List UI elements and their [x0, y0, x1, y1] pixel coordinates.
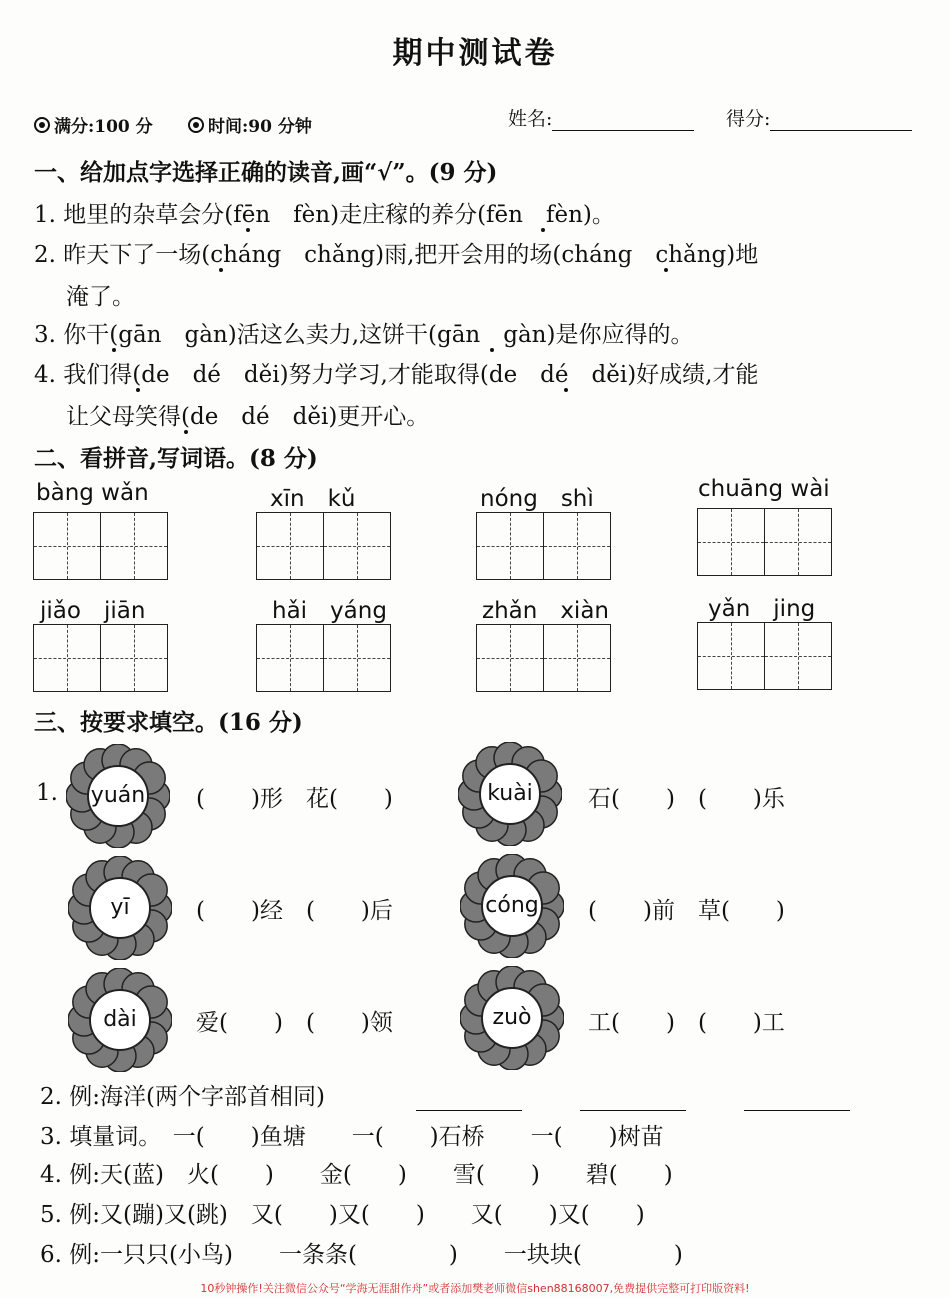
writing-grid[interactable] [33, 624, 168, 692]
grid-cell[interactable] [34, 513, 100, 579]
flower-pinyin: cóng [485, 893, 539, 918]
s1-line-2: 2. 昨天下了一场(cháng chǎng)雨,把开会用的场(cháng chǎng)地 [34, 242, 759, 268]
full-score-text: 满分:100 分 [54, 117, 153, 137]
emphasis-dot [490, 348, 494, 352]
bullet-icon [188, 117, 204, 133]
emphasis-dot [219, 268, 223, 272]
writing-grid[interactable] [476, 512, 611, 580]
grid-cell[interactable] [257, 513, 323, 579]
flower-pinyin: kuài [487, 781, 533, 806]
grid-cell[interactable] [100, 513, 167, 579]
name-label: 姓名: [508, 108, 553, 130]
grid-cell[interactable] [257, 625, 323, 691]
q1-number: 1. [36, 780, 58, 806]
flower-fill[interactable]: ( )形 花( ) [196, 786, 393, 812]
pinyin-label: hǎi yáng [272, 598, 387, 624]
s1-line-4: 4. 我们得(de dé děi)努力学习,才能取得(de dé děi)好成绩,才能 [34, 362, 759, 388]
q2-text: 2. 例:海洋(两个字部首相同) [40, 1084, 325, 1110]
emphasis-dot [136, 388, 140, 392]
pinyin-label: jiǎo jiān [40, 598, 146, 624]
flower-pinyin: zuò [492, 1005, 532, 1030]
flower-badge [68, 856, 172, 960]
answer-blank[interactable] [416, 1090, 522, 1111]
answer-blank[interactable] [580, 1090, 686, 1111]
exam-time [188, 112, 312, 137]
flower-pinyin: yuán [90, 783, 146, 808]
grid-cell[interactable] [698, 509, 764, 575]
flower-badge [68, 968, 172, 1072]
pinyin-label: yǎn jing [708, 596, 816, 622]
emphasis-dot [564, 388, 568, 392]
grid-cell[interactable] [323, 513, 390, 579]
emphasis-dot [184, 430, 188, 434]
grid-cell[interactable] [477, 625, 543, 691]
emphasis-dot [541, 228, 545, 232]
grid-cell[interactable] [543, 513, 610, 579]
grid-cell[interactable] [543, 625, 610, 691]
pinyin-label: chuāng wài [698, 476, 830, 502]
name-field[interactable] [508, 104, 694, 131]
writing-grid[interactable] [476, 624, 611, 692]
grid-cell[interactable] [764, 623, 831, 689]
writing-grid[interactable] [256, 512, 391, 580]
page-title: 期中测试卷 [392, 36, 558, 71]
grid-cell[interactable] [323, 625, 390, 691]
writing-grid[interactable] [256, 624, 391, 692]
flower-fill[interactable]: 工( ) ( )工 [588, 1010, 785, 1036]
flower-pinyin: dài [103, 1007, 137, 1032]
grid-cell[interactable] [100, 625, 167, 691]
score-field[interactable] [726, 104, 912, 131]
s1-line-3: 3. 你干(gān gàn)活这么卖力,这饼干(gān gàn)是你应得的。 [34, 322, 694, 348]
flower-badge [460, 854, 564, 958]
section2-heading: 二、看拼音,写词语。(8 分) [34, 445, 318, 472]
writing-grid[interactable] [697, 508, 832, 576]
s1-line-4b: 让父母笑得(de dé děi)更开心。 [66, 404, 430, 430]
emphasis-dot [664, 268, 668, 272]
name-blank[interactable] [552, 110, 694, 131]
flower-badge [458, 742, 562, 846]
grid-cell[interactable] [698, 623, 764, 689]
answer-blank[interactable] [744, 1090, 850, 1111]
flower-badge [66, 744, 170, 848]
footer-note: 10秒钟操作!关注微信公众号“学海无涯甜作舟”或者添加樊老师微信shen88168007,免费提供完整可打印版资料! [200, 1282, 750, 1295]
flower-pinyin: yī [110, 895, 130, 920]
writing-grid[interactable] [697, 622, 832, 690]
q3-text[interactable]: 3. 填量词。 一( )鱼塘 一( )石桥 一( )树苗 [40, 1124, 664, 1150]
section1-heading: 一、给加点字选择正确的读音,画“√”。(9 分) [34, 159, 498, 186]
exam-time-text: 时间:90 分钟 [208, 117, 312, 137]
pinyin-label: bàng wǎn [36, 480, 149, 506]
full-score [34, 112, 153, 137]
section3-heading: 三、按要求填空。(16 分) [34, 709, 303, 736]
flower-badge [460, 966, 564, 1070]
grid-cell[interactable] [477, 513, 543, 579]
score-blank[interactable] [770, 110, 912, 131]
bullet-icon [34, 117, 50, 133]
score-label: 得分: [726, 108, 771, 130]
q5-text[interactable]: 5. 例:又(蹦)又(跳) 又( )又( ) 又( )又( ) [40, 1202, 645, 1228]
writing-grid[interactable] [33, 512, 168, 580]
pinyin-label: xīn kǔ [270, 486, 356, 512]
flower-fill[interactable]: ( )前 草( ) [588, 898, 785, 924]
grid-cell[interactable] [34, 625, 100, 691]
flower-fill[interactable]: 爱( ) ( )领 [196, 1010, 393, 1036]
flower-fill[interactable]: ( )经 ( )后 [196, 898, 393, 924]
q6-text[interactable]: 6. 例:一只只(小鸟) 一条条( ) 一块块( ) [40, 1242, 683, 1268]
emphasis-dot [112, 348, 116, 352]
grid-cell[interactable] [764, 509, 831, 575]
q4-text[interactable]: 4. 例:天(蓝) 火( ) 金( ) 雪( ) 碧( ) [40, 1162, 673, 1188]
s1-line-2b: 淹了。 [66, 284, 135, 310]
s1-line-1: 1. 地里的杂草会分(fēn fèn)走庄稼的养分(fēn fèn)。 [34, 202, 615, 228]
pinyin-label: nóng shì [480, 486, 594, 512]
flower-fill[interactable]: 石( ) ( )乐 [588, 786, 785, 812]
pinyin-label: zhǎn xiàn [482, 598, 609, 624]
emphasis-dot [246, 228, 250, 232]
